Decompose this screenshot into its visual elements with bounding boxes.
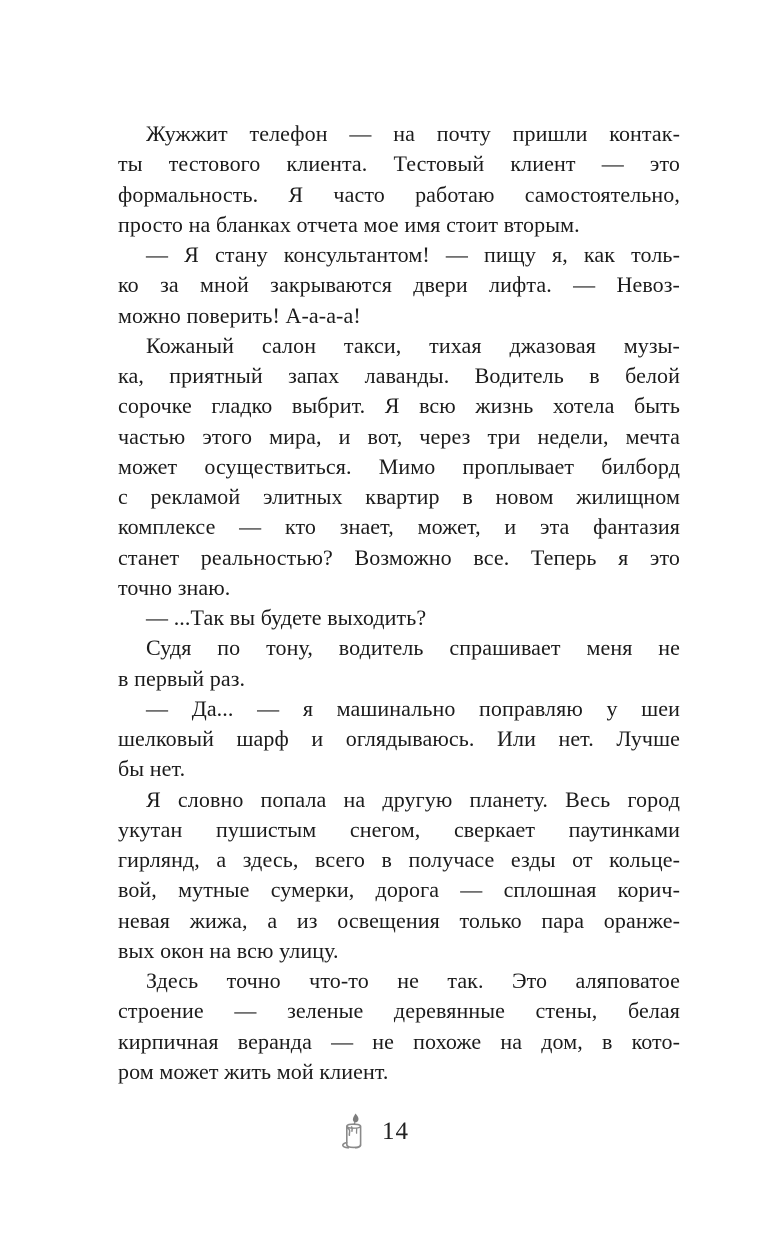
text-line: — Да... — я машинально поправляю у шеи (146, 695, 680, 721)
paragraph (118, 119, 680, 240)
page-footer (0, 1108, 759, 1156)
paragraph (118, 331, 680, 603)
text-line: Жужжит телефон — на почту пришли контак- (146, 121, 680, 146)
paragraph (118, 694, 680, 785)
text-line: вой, мутные сумерки, дорога — сплошная корич- (118, 877, 680, 903)
text-line: укутан пушистым снегом, сверкает паутинками (118, 816, 680, 842)
text-line: сорочке гладко выбрит. Я всю жизнь хотела быть (118, 393, 680, 419)
paragraph (118, 966, 680, 1087)
paragraph (118, 240, 680, 331)
text-line: невая жижа, а из освещения только пара оранже- (118, 907, 680, 933)
text-line: Я словно попала на другую планету. Весь город (146, 786, 680, 812)
page-text (118, 119, 680, 1087)
text-line: ка, приятный запах лаванды. Водитель в белой (118, 363, 680, 388)
text-line: ром может жить мой клиент. (118, 1058, 389, 1084)
text-line: Здесь точно что-то не так. Это аляповатое (146, 968, 680, 993)
paragraph (118, 785, 680, 967)
text-line: точно знаю. (118, 574, 231, 600)
text-line: строение — зеленые деревянные стены, белая (118, 998, 680, 1024)
text-line: с рекламой элитных квартир в новом жилищном (118, 484, 680, 509)
text-line: Судя по тону, водитель спрашивает меня не (146, 635, 680, 661)
candle-icon (341, 1112, 367, 1152)
text-line: станет реальностью? Возможно все. Теперь я это (118, 544, 680, 570)
text-line: ты тестового клиента. Тестовый клиент — это (118, 151, 680, 177)
text-line: формальность. Я часто работаю самостоятельно, (118, 181, 680, 207)
text-line: — Я стану консультантом! — пищу я, как толь- (146, 242, 680, 267)
text-line: — ...Так вы будете выходить? (146, 605, 427, 630)
text-line: кирпичная веранда — не похоже на дом, в кото- (118, 1028, 680, 1054)
paragraph (118, 603, 680, 633)
text-line: частью этого мира, и вот, через три недели, мечта (118, 423, 680, 449)
text-line: ко за мной закрываются двери лифта. — Невоз- (118, 272, 680, 298)
text-line: вых окон на всю улицу. (118, 937, 339, 963)
paragraph (118, 633, 680, 694)
text-line: гирлянд, а здесь, всего в получасе езды от кольце- (118, 847, 680, 872)
text-line: может осуществиться. Мимо проплывает билборд (118, 453, 680, 479)
text-line: Кожаный салон такси, тихая джазовая музы- (146, 332, 680, 358)
page-number: 14 (382, 1118, 409, 1145)
text-line: в первый раз. (118, 665, 246, 691)
text-line: бы нет. (118, 756, 186, 782)
text-line: комплексе — кто знает, может, и эта фантазия (118, 514, 680, 540)
text-line: шелковый шарф и оглядываюсь. Или нет. Лучше (118, 726, 680, 751)
text-line: можно поверить! А-а-а-а! (118, 302, 361, 328)
text-line: просто на бланках отчета мое имя стоит вторым. (118, 211, 580, 237)
